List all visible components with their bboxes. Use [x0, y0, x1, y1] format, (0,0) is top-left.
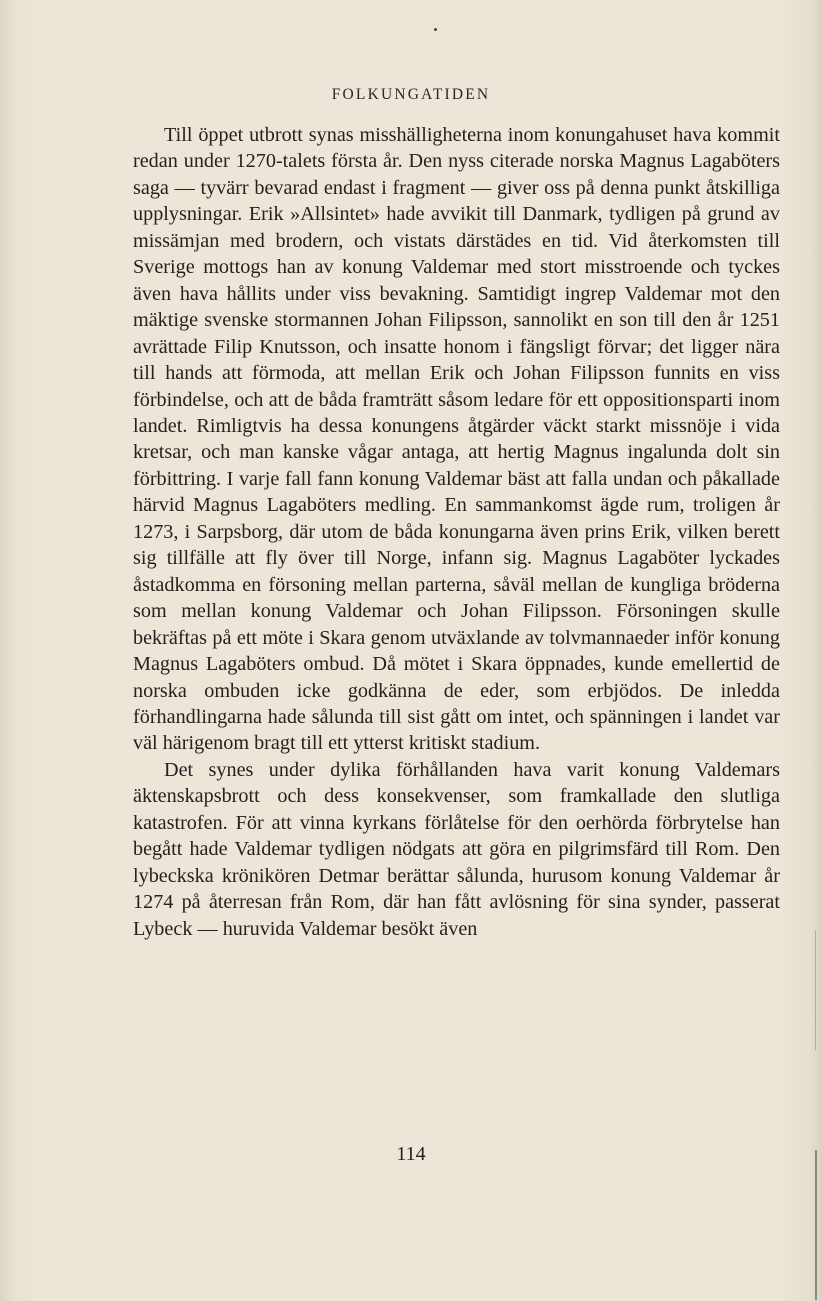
- page-number: 114: [396, 1143, 426, 1165]
- paragraph-2: Det synes under dylika förhållanden hava varit konung Valdemars äktenskapsbrott och dess konsekvenser, som framkallade den slutliga katastrofen. För att vinna kyrkans förlåtelse för den oerhörda förbrytelse han begått hade Valdemar tydligen nödgats att göra en pilgrimsfärd till Rom. Den lybeckska krönikören Detmar berättar sålunda, hurusom konung Valdemar år 1274 på återresan från Rom, där han fått avlösning för sina synder, passerat Lybeck — huruvida Valdemar besökt även: [133, 758, 780, 940]
- body-text: [133, 122, 780, 942]
- paragraph-1: Till öppet utbrott synas misshälligheterna inom konungahuset hava kommit redan under 1270-talets första år. Den nyss citerade norska Magnus Lagaböters saga — tyvärr bevarad endast i fragment — giver oss på denna punkt åtskilliga upplysningar. Erik »Allsintet» hade avvikit till Danmark, tydligen på grund av missämjan med brodern, och vistats därstädes en tid. Vid återkomsten till Sverige mottogs han av konung Valdemar med stort misstroende och tyckes även hava hållits under viss bevakning. Samtidigt ingrep Valdemar mot den mäktige svenske stormannen Johan Filipsson, sannolikt en son till den år 1251 avrättade Filip Knutsson, och insatte honom i fängsligt förvar; det ligger nära till hands att förmoda, att mellan Erik och Johan Filipsson funnits en viss förbindelse, och att de båda framträtt såsom ledare för ett oppositionsparti inom landet. Rimligtvis ha dessa konungens åtgärder väckt starkt missnöje i vida kretsar, och man kanske vågar antaga, att hertig Magnus ingalunda dolt sin förbittring. I varje fall fann konung Valdemar bäst att falla undan och påkallade härvid Magnus Lagaböters medling. En sammankomst ägde rum, troligen år 1273, i Sarpsborg, där utom de båda konungarna även prins Erik, vilken berett sig tillfälle att fly över till Norge, infann sig. Magnus Lagaböter lyckades åstadkomma en försoning mellan parterna, såväl mellan de kungliga bröderna som mellan konung Valdemar och Johan Filipsson. Försoningen skulle bekräftas på ett möte i Skara genom utväxlande av tolvmannaeder inför konung Magnus Lagaböters ombud. Då mötet i Skara öppnades, kunde emellertid de norska ombuden icke godkänna de eder, som erbjödos. De inledda förhandlingarna hade sålunda till sist gått om intet, och spänningen i landet var väl härigenom bragt till ett ytterst kritiskt stadium.: [133, 124, 780, 755]
- ink-speck: [434, 28, 437, 31]
- running-header: FOLKUNGATIDEN: [331, 86, 491, 103]
- page-edge-shadow-lower: [815, 1150, 817, 1300]
- page-edge-shadow: [815, 930, 816, 1050]
